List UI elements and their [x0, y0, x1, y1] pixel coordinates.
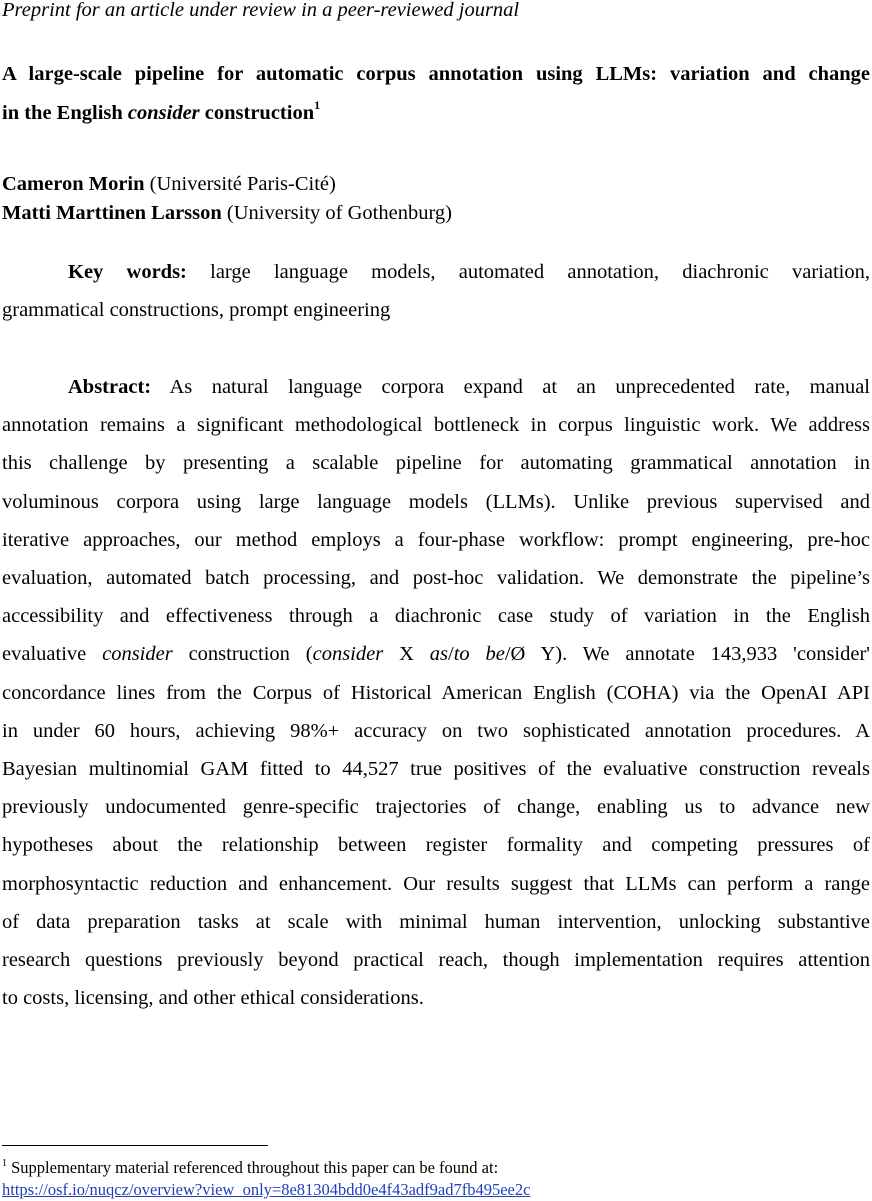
keywords-text: large language models, automated annotation, diachronic variation, [186, 261, 870, 283]
abstract-line: Bayesian multinomial GAM fitted to 44,527 true positives of the evaluative construction reveals [2, 758, 870, 781]
title-line-2 [2, 94, 870, 133]
footnote-text-line [2, 1157, 530, 1179]
abstract-line: iterative approaches, our method employs a four-phase workflow: prompt engineering, pre-hoc [2, 528, 870, 551]
abstract-line: accessibility and effectiveness through a diachronic case study of variation in the English [2, 605, 870, 628]
abstract-line: concordance lines from the Corpus of Historical American English (COHA) via the OpenAI API [2, 681, 870, 704]
footnote-text: Supplementary material referenced throughout this paper can be found at: [7, 1158, 499, 1177]
abstract-text: /Ø Y). We annotate 143,933 'consider' [504, 643, 870, 666]
abstract-line: morphosyntactic reduction and enhancement. Our results suggest that LLMs can perform a range [2, 872, 870, 895]
author-affiliation: (Université Paris-Cité) [144, 173, 336, 195]
abstract-line: previously undocumented genre-specific trajectories of change, enabling us to advance new [2, 796, 870, 819]
footnote [2, 1157, 530, 1201]
abstract-line: research questions previously beyond practical reach, though implementation requires attention [2, 949, 870, 972]
abstract-italic: consider [312, 643, 384, 666]
title-text-end: construction [199, 101, 315, 124]
author-1 [2, 170, 452, 199]
preprint-notice: Preprint for an article under review in a peer-reviewed journal [2, 0, 520, 21]
abstract-section [2, 368, 870, 1017]
author-affiliation: (University of Gothenburg) [221, 202, 452, 224]
abstract-text: As natural language corpora expand at an unprecedented rate, manual [151, 376, 870, 398]
author-2 [2, 199, 452, 228]
supplementary-material-link[interactable]: https://osf.io/nuqcz/overview?view_only=8e81304bdd0e4f43adf9ad7fb495ee2c [2, 1180, 531, 1199]
author-name: Matti Marttinen Larsson [2, 202, 222, 224]
abstract-text: construction ( [172, 643, 313, 666]
abstract-line: voluminous corpora using large language models (LLMs). Unlike previous supervised and [2, 490, 870, 513]
paper-title [2, 55, 870, 132]
abstract-italic: to be [453, 643, 505, 666]
abstract-line: this challenge by presenting a scalable pipeline for automating grammatical annotation in [2, 452, 870, 475]
abstract-line [2, 368, 870, 406]
title-line-1: A large-scale pipeline for automatic corpus annotation using LLMs: variation and change [2, 63, 870, 85]
author-name: Cameron Morin [2, 173, 145, 195]
keywords-label: Key words: [68, 261, 187, 283]
title-italic-word: consider [127, 101, 200, 124]
abstract-line: evaluation, automated batch processing, and post-hoc validation. We demonstrate the pipeline’s [2, 567, 870, 590]
keywords-line: grammatical constructions, prompt engineering [2, 299, 391, 322]
abstract-text: X [383, 643, 430, 666]
abstract-line: to costs, licensing, and other ethical considerations. [2, 987, 424, 1010]
abstract-text: / [447, 643, 454, 666]
abstract-line: annotation remains a significant methodological bottleneck in corpus linguistic work. We address [2, 414, 870, 437]
footnote-marker: 1 [2, 1157, 7, 1169]
author-list [2, 170, 452, 228]
footnote-divider [2, 1145, 268, 1146]
title-footnote-marker[interactable]: 1 [314, 97, 321, 112]
footnote-link-line [2, 1179, 530, 1201]
abstract-italic: consider [102, 643, 173, 666]
keywords-line [2, 253, 870, 291]
title-text: in the English [2, 101, 128, 124]
abstract-line: of data preparation tasks at scale with minimal human intervention, unlocking substantive [2, 910, 870, 933]
abstract-text: evaluative [2, 643, 103, 666]
keywords-section [2, 253, 870, 329]
abstract-italic: as [429, 643, 448, 666]
abstract-line: hypotheses about the relationship between register formality and competing pressures of [2, 834, 870, 857]
abstract-line [2, 635, 870, 673]
abstract-line: in under 60 hours, achieving 98%+ accuracy on two sophisticated annotation procedures. A [2, 719, 870, 742]
abstract-label: Abstract: [68, 376, 152, 398]
